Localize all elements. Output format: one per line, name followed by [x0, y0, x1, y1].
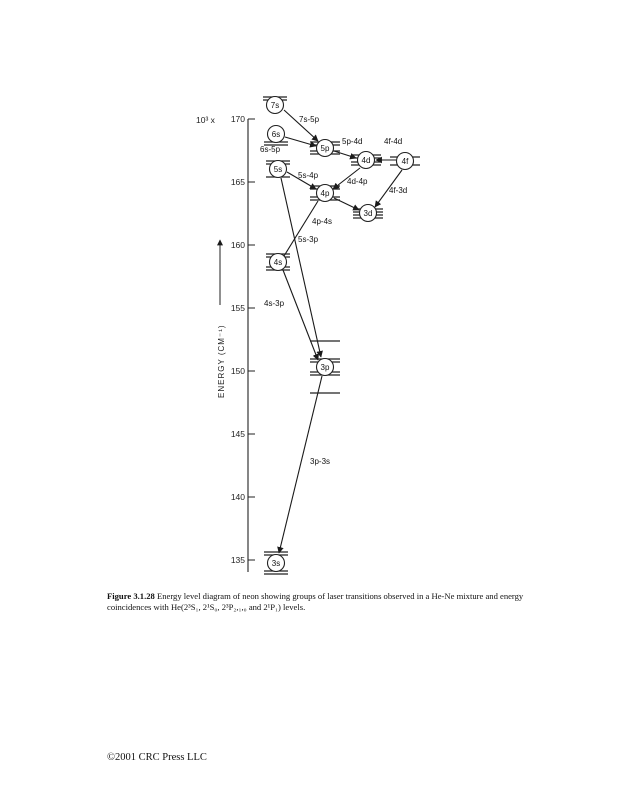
- level-label: 5p: [320, 144, 330, 153]
- axis-ticks: [231, 114, 255, 565]
- transition-label-5s-3p: 5s-3p: [298, 235, 319, 244]
- transition-label-5s-4p: 5s-4p: [298, 171, 319, 180]
- level-label: 3p: [320, 363, 330, 372]
- level-label: 4d: [361, 156, 371, 165]
- level-5s: [266, 161, 290, 178]
- tick-label: 140: [230, 492, 245, 502]
- level-6s: [264, 126, 288, 146]
- tick-label: 160: [230, 240, 245, 250]
- tick-label: 170: [230, 114, 245, 124]
- level-label: 3d: [363, 209, 373, 218]
- axis-title-group: [217, 240, 226, 398]
- level-3d: [353, 205, 383, 222]
- level-label: 7s: [270, 101, 280, 110]
- figure-caption: [107, 591, 527, 613]
- transition-arrow-connector: [284, 201, 318, 256]
- level-3p: [310, 341, 340, 393]
- level-7s: [263, 97, 287, 114]
- transition-label-4d-4p: 4d-4p: [347, 177, 368, 186]
- level-label: 4p: [320, 189, 330, 198]
- figure-caption-text: Energy level diagram of neon showing groups of laser transitions observed in a He-Ne mixture and energy coincidences with He(2³S₁, 2¹S₀, 2³P₂,₁,₀ and 2¹P₁) levels.: [107, 591, 524, 612]
- transition-label-6s-5p: 6s-5p: [260, 145, 281, 154]
- level-4f: [390, 153, 420, 170]
- tick-label: 155: [230, 303, 245, 313]
- level-label: 4f: [401, 157, 409, 166]
- tick-label: 135: [230, 555, 245, 565]
- level-label: 3s: [271, 559, 281, 568]
- copyright-footer: ©2001 CRC Press LLC: [107, 752, 207, 763]
- tick-label: 145: [230, 429, 245, 439]
- axis-title: ENERGY (CM⁻¹): [217, 324, 226, 398]
- level-label: 4s: [273, 258, 283, 267]
- transition-label-4p-4s: 4p-4s: [312, 217, 333, 226]
- transition-label-4s-3p: 4s-3p: [264, 299, 285, 308]
- level-3s: [264, 552, 288, 574]
- level-label: 5s: [273, 165, 283, 174]
- transition-label-5p-4d: 5p-4d: [342, 137, 363, 146]
- level-5p: [310, 140, 340, 157]
- transition-label-7s-5p: 7s-5p: [299, 115, 320, 124]
- tick-label: 165: [230, 177, 245, 187]
- figure-label: Figure 3.1.28: [107, 591, 155, 601]
- axis-multiplier: 10³ x: [196, 115, 215, 125]
- tick-label: 150: [230, 366, 245, 376]
- transition-label-3p-3s: 3p-3s: [310, 457, 331, 466]
- level-4s: [266, 254, 290, 271]
- energy-axis: [196, 114, 255, 572]
- transition-arrow-4s-3p: [283, 270, 318, 360]
- energy-levels: [263, 97, 420, 575]
- transition-label-4f-3d: 4f-3d: [389, 186, 408, 195]
- transition-label-4f-4d: 4f-4d: [384, 137, 403, 146]
- level-label: 6s: [271, 130, 281, 139]
